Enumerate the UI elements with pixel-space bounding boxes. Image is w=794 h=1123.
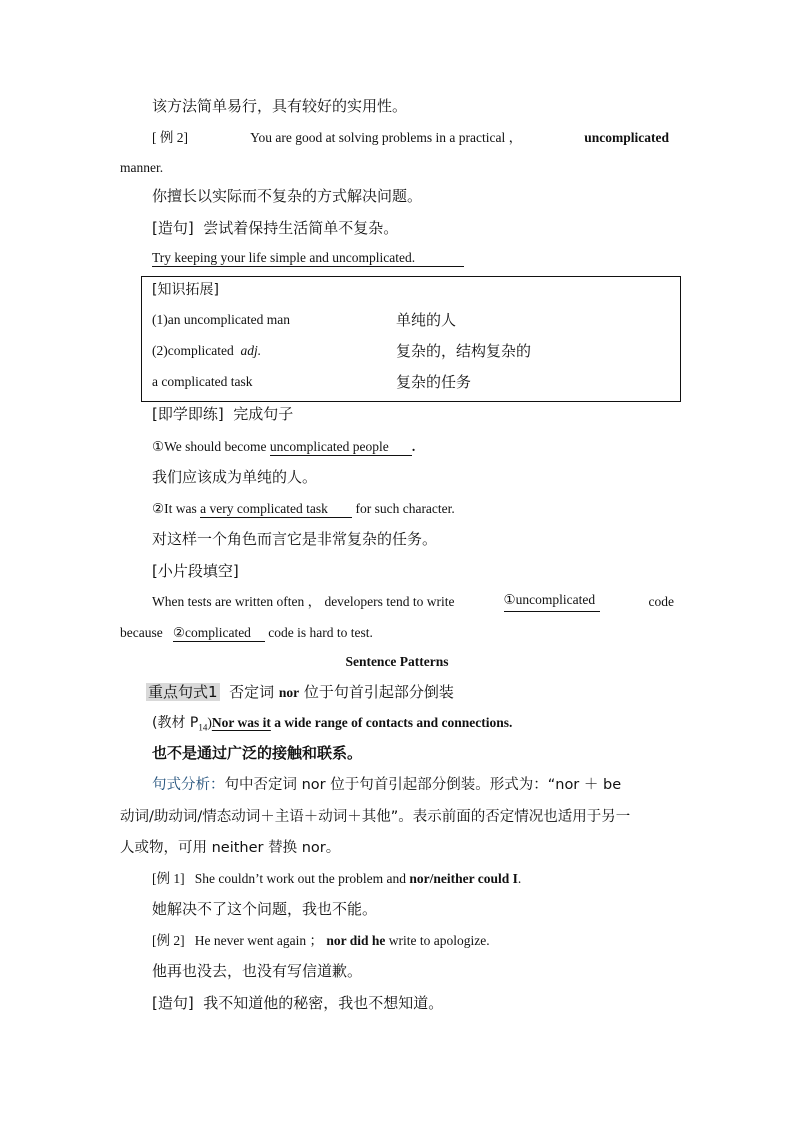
- example-2-line: [152, 128, 669, 148]
- extension-row-2-en: [152, 341, 261, 361]
- extension-row-3-en: a complicated task: [152, 374, 253, 389]
- section-title: Sentence Patterns: [345, 654, 449, 669]
- example-answer: nor did he: [326, 933, 386, 948]
- key-pattern-title: 否定词: [229, 683, 275, 701]
- source-page: 14: [198, 722, 208, 733]
- source-close: ): [207, 715, 212, 730]
- question-text: ②It was: [152, 501, 197, 516]
- question-text-end: for such character.: [355, 501, 455, 516]
- fill-text: because: [120, 625, 163, 640]
- practice-heading: [152, 404, 293, 424]
- make-sentence-tag: [造句]: [152, 994, 194, 1012]
- fill-text-end: code is hard to test.: [268, 625, 373, 640]
- example-text: You are good at solving problems in a practical ，: [250, 130, 523, 145]
- question-text: ①We should become: [152, 439, 267, 454]
- question-end: .: [411, 439, 416, 454]
- key-pattern-keyword: nor: [278, 685, 300, 700]
- key-pattern-heading: [146, 682, 454, 703]
- source-highlight: Nor was it: [211, 715, 271, 730]
- extension-row-1-zh: 单纯的人: [396, 311, 457, 329]
- analysis-line-3: 人或物，可用 neither 替换 nor。: [120, 840, 341, 856]
- practice-tag: [即学即练]: [152, 405, 224, 423]
- extension-row-3-zh: 复杂的任务: [396, 373, 472, 391]
- pattern-example-1-chinese: 她解决不了这个问题，我也不能。: [152, 900, 378, 918]
- example-2-chinese: 你擅长以实际而不复杂的方式解决问题。: [152, 187, 423, 205]
- pattern-example-2: [152, 931, 490, 951]
- source-chinese: 也不是通过广泛的接触和联系。: [152, 744, 363, 762]
- question-answer: a very complicated task: [200, 501, 352, 518]
- analysis-label: 句式分析：: [152, 777, 225, 793]
- extension-row-1-en: (1)an uncomplicated man: [152, 312, 290, 327]
- example-tag: [ 例 2]: [152, 130, 188, 145]
- example-text: She couldn’t work out the problem and: [194, 871, 406, 886]
- practice-q2-chinese: 对这样一个角色而言它是非常复杂的任务。: [152, 530, 438, 548]
- make-sentence-prompt: 我不知道他的秘密，我也不想知道。: [203, 994, 444, 1012]
- pattern-example-1: [152, 869, 521, 889]
- part-of-speech: adj.: [240, 343, 262, 358]
- sentence-chinese: 该方法简单易行，具有较好的实用性。: [152, 97, 408, 115]
- make-sentence-tag: [造句]: [152, 219, 194, 237]
- example-tag: [例 2]: [152, 933, 185, 948]
- example-end: .: [517, 871, 522, 886]
- fill-text: When tests are written often ， developers tend to write: [152, 594, 455, 609]
- extension-word: (2)complicated: [152, 343, 234, 358]
- make-sentence-answer: Try keeping your life simple and uncomplicated.: [152, 250, 464, 267]
- fill-heading: [小片段填空]: [152, 562, 239, 580]
- analysis-text: 句中否定词 nor 位于句首引起部分倒装。形式为：“nor ＋ be: [224, 777, 622, 793]
- fill-text-end: code: [648, 594, 674, 609]
- practice-q1-chinese: 我们应该成为单纯的人。: [152, 468, 318, 486]
- practice-q2: [152, 499, 455, 519]
- fill-line-2: [120, 623, 373, 643]
- fill-line-1: [152, 592, 674, 612]
- source-label: (教材 P: [152, 715, 199, 731]
- make-sentence-1: [152, 218, 398, 238]
- example-end: write to apologize.: [388, 933, 490, 948]
- analysis-line-2: 动词/助动词/情态动词＋主语＋动词＋其他”。表示前面的否定情况也适用于另一: [120, 809, 631, 825]
- fill-answer-1: ①uncomplicated: [504, 592, 600, 612]
- make-sentence-prompt: 尝试着保持生活简单不复杂。: [203, 219, 399, 237]
- pattern-example-2-chinese: 他再也没去，也没有写信道歉。: [152, 962, 363, 980]
- example-tag: [例 1]: [152, 871, 185, 886]
- question-answer: uncomplicated people: [270, 439, 412, 456]
- key-pattern-badge: 重点句式1: [148, 683, 218, 701]
- make-sentence-2: [152, 993, 443, 1013]
- example-text: He never went again ；: [194, 933, 323, 948]
- example-2-tail: manner.: [120, 160, 164, 175]
- extension-row-2-zh: 复杂的，结构复杂的: [396, 342, 532, 360]
- source-sentence: a wide range of contacts and connections.: [274, 715, 513, 730]
- practice-label: 完成句子: [233, 405, 294, 423]
- key-pattern-title-rest: 位于句首引起部分倒装: [303, 683, 454, 701]
- knowledge-extension-title: [知识拓展]: [152, 282, 219, 298]
- practice-q1: [152, 437, 415, 457]
- make-sentence-answer-line: [152, 248, 464, 268]
- textbook-source-line: [152, 713, 512, 738]
- fill-answer-2: ②complicated: [173, 625, 265, 642]
- example-answer: nor/neither could I: [409, 871, 518, 886]
- example-answer: uncomplicated: [584, 130, 669, 145]
- analysis-line-1: [152, 775, 621, 795]
